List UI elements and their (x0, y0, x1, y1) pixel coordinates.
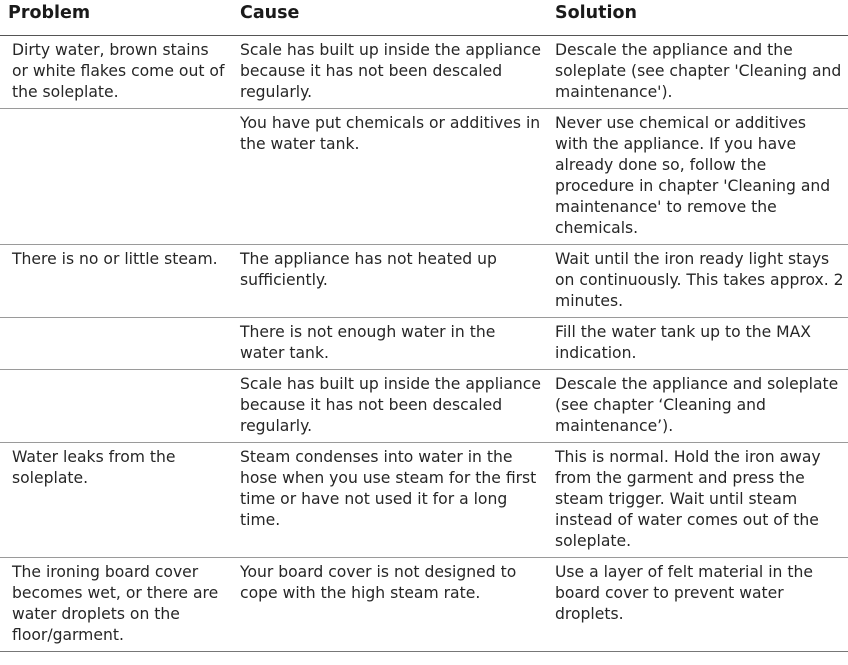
table-body (0, 36, 848, 652)
solution-cell: Descale the appliance and soleplate (see chapter ‘Cleaning and maintenance’). (547, 370, 848, 443)
header-solution: Solution (547, 0, 848, 36)
solution-cell: Fill the water tank up to the MAX indication. (547, 318, 848, 370)
cause-cell: Your board cover is not designed to cope with the high steam rate. (232, 558, 547, 652)
cause-cell: You have put chemicals or additives in the water tank. (232, 109, 547, 245)
solution-cell: Descale the appliance and the soleplate (see chapter 'Cleaning and maintenance'). (547, 36, 848, 109)
cause-cell: Scale has built up inside the appliance because it has not been descaled regularly. (232, 370, 547, 443)
problem-cell (0, 370, 232, 443)
problem-cell: The ironing board cover becomes wet, or there are water droplets on the floor/garment. (0, 558, 232, 652)
cause-cell: The appliance has not heated up sufficiently. (232, 245, 547, 318)
solution-cell: This is normal. Hold the iron away from the garment and press the steam trigger. Wait until steam instead of water comes out of the soleplate. (547, 443, 848, 558)
table-row (0, 36, 848, 109)
solution-cell: Wait until the iron ready light stays on continuously. This takes approx. 2 minutes. (547, 245, 848, 318)
cause-cell: Scale has built up inside the appliance because it has not been descaled regularly. (232, 36, 547, 109)
table-row (0, 558, 848, 652)
table-header (0, 0, 848, 36)
header-row (0, 0, 848, 36)
problem-cell: Dirty water, brown stains or white flakes come out of the soleplate. (0, 36, 232, 109)
table-row (0, 370, 848, 443)
header-cause: Cause (232, 0, 547, 36)
table-row (0, 109, 848, 245)
cause-cell: Steam condenses into water in the hose when you use steam for the first time or have not used it for a long time. (232, 443, 547, 558)
table-row (0, 318, 848, 370)
solution-cell: Use a layer of felt material in the board cover to prevent water droplets. (547, 558, 848, 652)
problem-cell: There is no or little steam. (0, 245, 232, 318)
problem-cell (0, 318, 232, 370)
solution-cell: Never use chemical or additives with the appliance. If you have already done so, follow the procedure in chapter 'Cleaning and maintenance' to remove the chemicals. (547, 109, 848, 245)
table-row (0, 443, 848, 558)
header-problem: Problem (0, 0, 232, 36)
problem-cell: Water leaks from the soleplate. (0, 443, 232, 558)
problem-cell (0, 109, 232, 245)
table-row (0, 245, 848, 318)
cause-cell: There is not enough water in the water tank. (232, 318, 547, 370)
